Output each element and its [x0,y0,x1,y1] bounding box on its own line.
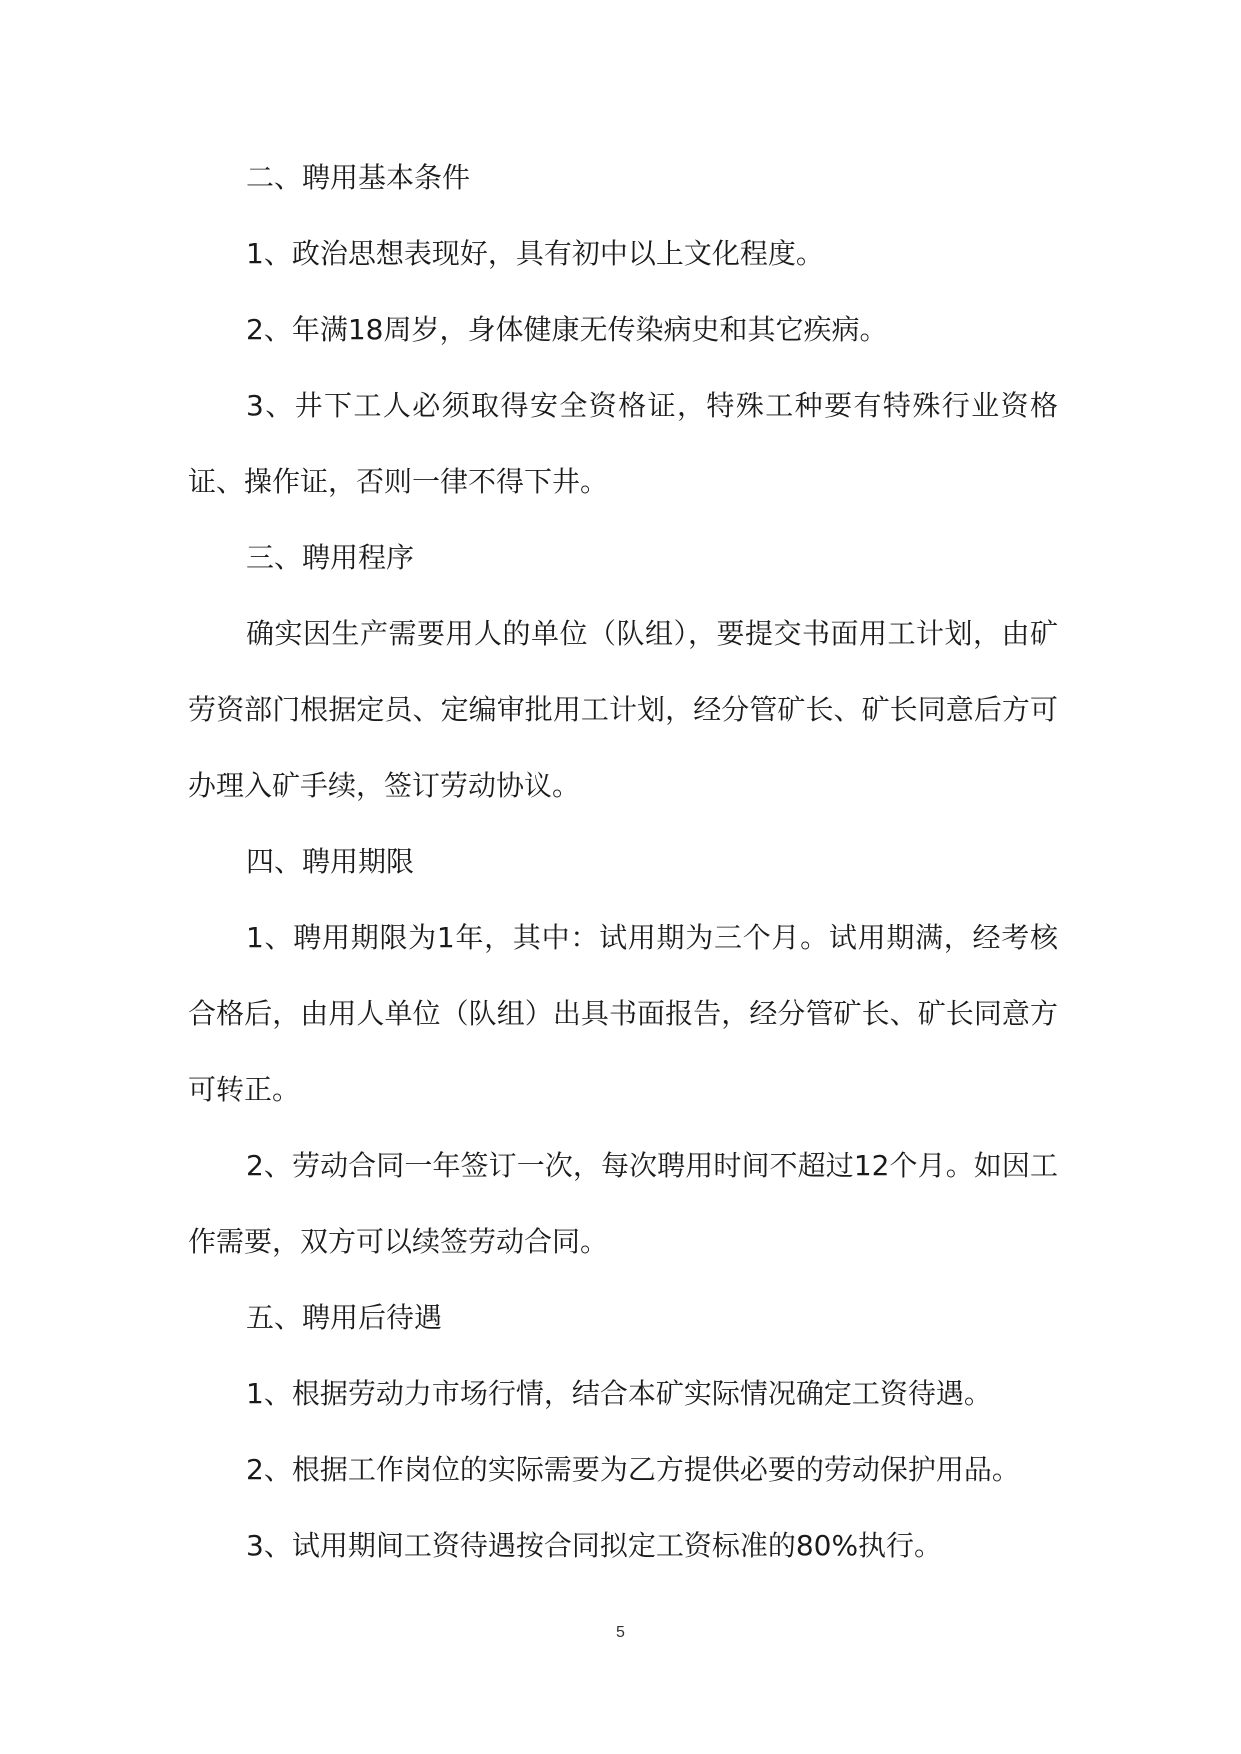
document-body [188,140,1058,1584]
section-heading-benefits: 五、聘用后待遇 [246,1301,443,1334]
condition-item-3: 3、井下工人必须取得安全资格证，特殊工种要有特殊行业资格证、操作证，否则一律不得下井。 [188,389,1058,498]
term-item-1: 1、聘用期限为1年，其中：试用期为三个月。试用期满，经考核合格后，由用人单位（队组）出具书面报告，经分管矿长、矿长同意方可转正。 [188,921,1058,1106]
page-number: 5 [616,1624,625,1641]
benefit-item-3: 3、试用期间工资待遇按合同拟定工资标准的80%执行。 [246,1529,943,1562]
section-heading-hiring-procedure: 三、聘用程序 [246,541,415,574]
procedure-paragraph: 确实因生产需要用人的单位（队组），要提交书面用工计划，由矿劳资部门根据定员、定编审批用工计划，经分管矿长、矿长同意后方可办理入矿手续，签订劳动协议。 [188,617,1058,802]
benefit-item-1: 1、根据劳动力市场行情，结合本矿实际情况确定工资待遇。 [246,1377,992,1410]
benefit-item-2: 2、根据工作岗位的实际需要为乙方提供必要的劳动保护用品。 [246,1453,1020,1486]
section-heading-hiring-conditions: 二、聘用基本条件 [246,161,471,194]
term-item-2: 2、劳动合同一年签订一次，每次聘用时间不超过12个月。如因工作需要，双方可以续签劳动合同。 [188,1149,1058,1258]
condition-item-1: 1、政治思想表现好，具有初中以上文化程度。 [246,237,824,270]
section-heading-hiring-term: 四、聘用期限 [246,845,415,878]
condition-item-2: 2、年满18周岁，身体健康无传染病史和其它疾病。 [246,313,888,346]
